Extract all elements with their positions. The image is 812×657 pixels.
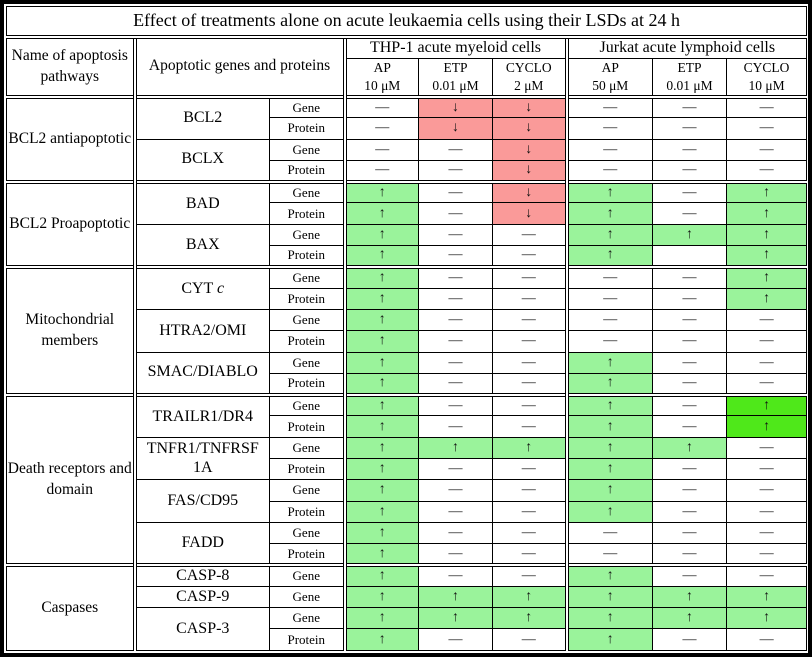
data-cell: —: [727, 97, 807, 118]
data-cell: ↑: [567, 182, 653, 203]
data-cell: —: [567, 267, 653, 288]
data-cell: ↑: [419, 437, 493, 458]
data-cell: ↓: [419, 118, 493, 139]
data-cell: —: [493, 629, 567, 651]
row-type-cell: Gene: [270, 480, 345, 501]
data-cell: —: [493, 267, 567, 288]
data-cell: —: [727, 139, 807, 160]
data-cell: —: [493, 459, 567, 480]
data-cell: —: [419, 544, 493, 565]
data-cell: —: [653, 522, 727, 543]
data-cell: —: [419, 288, 493, 309]
data-cell: —: [493, 416, 567, 437]
row-type-cell: Protein: [270, 246, 345, 267]
header-jurkat-cyclo: [727, 59, 807, 97]
data-cell: —: [727, 629, 807, 651]
data-cell: —: [493, 480, 567, 501]
row-type-cell: Protein: [270, 459, 345, 480]
data-cell: —: [727, 437, 807, 458]
data-cell: ↑: [345, 501, 419, 522]
row-type-cell: Gene: [270, 309, 345, 330]
data-cell: —: [727, 480, 807, 501]
data-cell: —: [653, 182, 727, 203]
data-cell: —: [419, 565, 493, 586]
data-cell: ↑: [345, 352, 419, 373]
data-cell: ↑: [727, 267, 807, 288]
pathway-cell: Caspases: [7, 565, 135, 650]
data-cell: —: [493, 288, 567, 309]
row-type-cell: Protein: [270, 629, 345, 651]
data-cell: —: [727, 331, 807, 352]
data-cell: ↑: [567, 608, 653, 629]
data-cell: —: [419, 139, 493, 160]
data-cell: ↑: [493, 437, 567, 458]
data-cell: ↑: [567, 246, 653, 267]
data-cell: ↓: [493, 118, 567, 139]
data-cell: —: [419, 459, 493, 480]
gene-name-cell: CASP-9: [135, 586, 270, 607]
header-thp1-cyclo: [493, 59, 567, 97]
data-cell: —: [567, 309, 653, 330]
data-cell: ↑: [727, 182, 807, 203]
table-body: [7, 97, 807, 651]
data-cell: ↑: [345, 309, 419, 330]
data-cell: —: [653, 309, 727, 330]
row-type-cell: Gene: [270, 565, 345, 586]
data-cell: —: [493, 309, 567, 330]
row-type-cell: Protein: [270, 501, 345, 522]
data-cell: —: [419, 501, 493, 522]
data-cell: —: [493, 246, 567, 267]
data-cell: ↑: [727, 224, 807, 245]
row-type-cell: Gene: [270, 522, 345, 543]
header-jurkat-ap: [567, 59, 653, 97]
data-cell: [653, 246, 727, 267]
gene-name-cell: TNFR1/TNFRSF 1A: [135, 437, 270, 480]
data-cell: —: [727, 309, 807, 330]
gene-name-cell: HTRA2/OMI: [135, 309, 270, 352]
data-cell: —: [653, 288, 727, 309]
data-cell: —: [653, 373, 727, 394]
data-cell: ↑: [345, 608, 419, 629]
data-cell: ↑: [653, 608, 727, 629]
data-cell: —: [727, 160, 807, 181]
data-cell: ↑: [653, 224, 727, 245]
data-cell: —: [419, 522, 493, 543]
data-cell: ↑: [345, 246, 419, 267]
row-type-cell: Protein: [270, 288, 345, 309]
data-cell: —: [727, 522, 807, 543]
data-cell: —: [419, 224, 493, 245]
data-cell: ↑: [345, 629, 419, 651]
data-cell: ↓: [493, 182, 567, 203]
dose-label: 10 μM: [364, 77, 401, 93]
data-cell: —: [653, 267, 727, 288]
data-cell: ↑: [567, 437, 653, 458]
data-cell: ↑: [727, 416, 807, 437]
agent-label: AP: [601, 60, 619, 76]
row-type-cell: Gene: [270, 608, 345, 629]
row-type-cell: Protein: [270, 203, 345, 224]
data-cell: —: [419, 182, 493, 203]
data-cell: —: [653, 629, 727, 651]
gene-name-cell: BAD: [135, 182, 270, 225]
gene-name-cell: CASP-8: [135, 565, 270, 586]
data-cell: —: [493, 373, 567, 394]
data-cell: —: [653, 203, 727, 224]
header-thp1-etp: [419, 59, 493, 97]
data-cell: —: [419, 352, 493, 373]
data-cell: ↑: [345, 544, 419, 565]
header-pathways: Name of apoptosis pathways: [7, 37, 135, 97]
dose-label: 2 μM: [514, 77, 544, 93]
data-cell: ↑: [567, 352, 653, 373]
row-type-cell: Protein: [270, 416, 345, 437]
data-cell: —: [419, 331, 493, 352]
data-cell: ↑: [345, 522, 419, 543]
row-type-cell: Protein: [270, 118, 345, 139]
row-type-cell: Protein: [270, 160, 345, 181]
data-cell: ↑: [493, 586, 567, 607]
row-type-cell: Protein: [270, 373, 345, 394]
data-cell: ↓: [419, 97, 493, 118]
gene-name-cell: BAX: [135, 224, 270, 267]
data-cell: ↑: [727, 246, 807, 267]
data-cell: —: [345, 139, 419, 160]
header-thp1-ap: [345, 59, 419, 97]
data-cell: —: [419, 395, 493, 416]
data-cell: —: [419, 203, 493, 224]
data-cell: —: [653, 139, 727, 160]
data-cell: —: [653, 395, 727, 416]
data-cell: —: [419, 309, 493, 330]
data-cell: —: [493, 331, 567, 352]
data-cell: —: [493, 565, 567, 586]
data-cell: —: [419, 416, 493, 437]
data-cell: ↑: [727, 395, 807, 416]
data-cell: ↑: [567, 203, 653, 224]
data-cell: —: [567, 160, 653, 181]
data-cell: ↑: [419, 608, 493, 629]
pathway-cell: Mitochondrial members: [7, 267, 135, 395]
data-cell: ↑: [653, 586, 727, 607]
data-cell: ↑: [345, 565, 419, 586]
data-cell: —: [419, 629, 493, 651]
data-cell: —: [653, 501, 727, 522]
data-cell: —: [493, 224, 567, 245]
gene-name-cell: CASP-3: [135, 608, 270, 651]
data-cell: —: [419, 267, 493, 288]
data-cell: ↑: [727, 203, 807, 224]
dose-label: 0.01 μM: [666, 77, 713, 93]
data-cell: ↑: [567, 629, 653, 651]
data-cell: —: [567, 139, 653, 160]
pathway-cell: Death receptors and domain: [7, 395, 135, 565]
data-cell: —: [567, 118, 653, 139]
data-cell: —: [727, 501, 807, 522]
data-cell: ↑: [345, 416, 419, 437]
gene-name-cell: TRAILR1/DR4: [135, 395, 270, 438]
data-cell: —: [727, 373, 807, 394]
data-cell: ↑: [567, 565, 653, 586]
agent-label: CYCLO: [505, 60, 552, 76]
table-title: Effect of treatments alone on acute leukaemia cells using their LSDs at 24 h: [7, 7, 807, 37]
gene-name-cell: FADD: [135, 522, 270, 565]
agent-label: CYCLO: [743, 60, 790, 76]
row-type-cell: Gene: [270, 97, 345, 118]
data-cell: ↑: [567, 586, 653, 607]
row-type-cell: Gene: [270, 224, 345, 245]
row-type-cell: Gene: [270, 267, 345, 288]
row-type-cell: Protein: [270, 544, 345, 565]
data-cell: ↑: [345, 586, 419, 607]
data-cell: —: [567, 288, 653, 309]
data-cell: —: [345, 118, 419, 139]
gene-name-cell: CYT c: [135, 267, 270, 310]
data-cell: —: [653, 480, 727, 501]
header-jurkat-etp: [653, 59, 727, 97]
row-type-cell: Gene: [270, 586, 345, 607]
data-cell: ↑: [345, 373, 419, 394]
data-cell: —: [653, 331, 727, 352]
agent-label: ETP: [443, 60, 468, 76]
data-cell: ↑: [727, 288, 807, 309]
agent-label: AP: [373, 60, 391, 76]
data-cell: ↑: [345, 224, 419, 245]
treatment-effects-table: [6, 6, 807, 651]
data-cell: ↓: [493, 160, 567, 181]
data-cell: —: [493, 395, 567, 416]
data-cell: —: [567, 522, 653, 543]
data-cell: —: [653, 97, 727, 118]
data-cell: ↓: [493, 203, 567, 224]
row-type-cell: Gene: [270, 352, 345, 373]
data-cell: ↑: [567, 373, 653, 394]
data-cell: —: [345, 160, 419, 181]
data-cell: ↑: [653, 437, 727, 458]
header-group-jurkat: Jurkat acute lymphoid cells: [567, 37, 807, 59]
data-cell: —: [653, 544, 727, 565]
gene-name-cell: FAS/CD95: [135, 480, 270, 523]
data-cell: ↑: [345, 182, 419, 203]
data-cell: —: [653, 416, 727, 437]
data-cell: —: [345, 97, 419, 118]
row-type-cell: Gene: [270, 139, 345, 160]
data-cell: —: [727, 118, 807, 139]
data-cell: —: [493, 544, 567, 565]
data-cell: ↑: [345, 267, 419, 288]
data-cell: —: [653, 565, 727, 586]
data-cell: —: [653, 118, 727, 139]
data-cell: ↑: [567, 224, 653, 245]
data-cell: ↑: [727, 608, 807, 629]
data-cell: ↑: [345, 395, 419, 416]
data-cell: ↑: [567, 480, 653, 501]
agent-label: ETP: [677, 60, 702, 76]
data-cell: —: [567, 544, 653, 565]
gene-name-cell: BCL2: [135, 97, 270, 140]
header-genes-proteins: Apoptotic genes and proteins: [135, 37, 345, 97]
pathway-cell: BCL2 antiapoptotic: [7, 97, 135, 182]
data-cell: —: [493, 501, 567, 522]
data-cell: —: [419, 160, 493, 181]
data-cell: ↓: [493, 97, 567, 118]
data-cell: ↑: [345, 288, 419, 309]
data-cell: ↑: [567, 459, 653, 480]
row-type-cell: Gene: [270, 437, 345, 458]
data-cell: ↑: [345, 480, 419, 501]
data-cell: —: [567, 97, 653, 118]
data-cell: ↓: [493, 139, 567, 160]
dose-label: 50 μM: [592, 77, 629, 93]
dose-label: 10 μM: [748, 77, 785, 93]
row-type-cell: Gene: [270, 182, 345, 203]
data-cell: ↑: [345, 203, 419, 224]
data-cell: —: [727, 544, 807, 565]
row-type-cell: Gene: [270, 395, 345, 416]
data-cell: ↑: [345, 331, 419, 352]
data-cell: ↑: [567, 416, 653, 437]
data-cell: —: [653, 160, 727, 181]
data-cell: —: [419, 480, 493, 501]
gene-name-italic: c: [217, 279, 225, 297]
data-cell: —: [653, 352, 727, 373]
data-cell: ↑: [493, 608, 567, 629]
data-cell: ↑: [567, 501, 653, 522]
data-cell: —: [567, 331, 653, 352]
data-cell: ↑: [727, 586, 807, 607]
data-cell: ↑: [419, 586, 493, 607]
data-cell: —: [419, 373, 493, 394]
data-cell: ↑: [567, 395, 653, 416]
data-cell: ↑: [345, 437, 419, 458]
gene-name-cell: SMAC/DIABLO: [135, 352, 270, 395]
dose-label: 0.01 μM: [432, 77, 479, 93]
data-cell: —: [727, 565, 807, 586]
data-cell: —: [653, 459, 727, 480]
row-type-cell: Protein: [270, 331, 345, 352]
data-cell: —: [493, 352, 567, 373]
gene-name-cell: BCLX: [135, 139, 270, 182]
data-cell: —: [419, 246, 493, 267]
data-cell: —: [727, 459, 807, 480]
data-cell: —: [727, 352, 807, 373]
data-cell: —: [493, 522, 567, 543]
data-cell: ↑: [345, 459, 419, 480]
pathway-cell: BCL2 Proapoptotic: [7, 182, 135, 267]
header-group-thp1: THP-1 acute myeloid cells: [345, 37, 567, 59]
